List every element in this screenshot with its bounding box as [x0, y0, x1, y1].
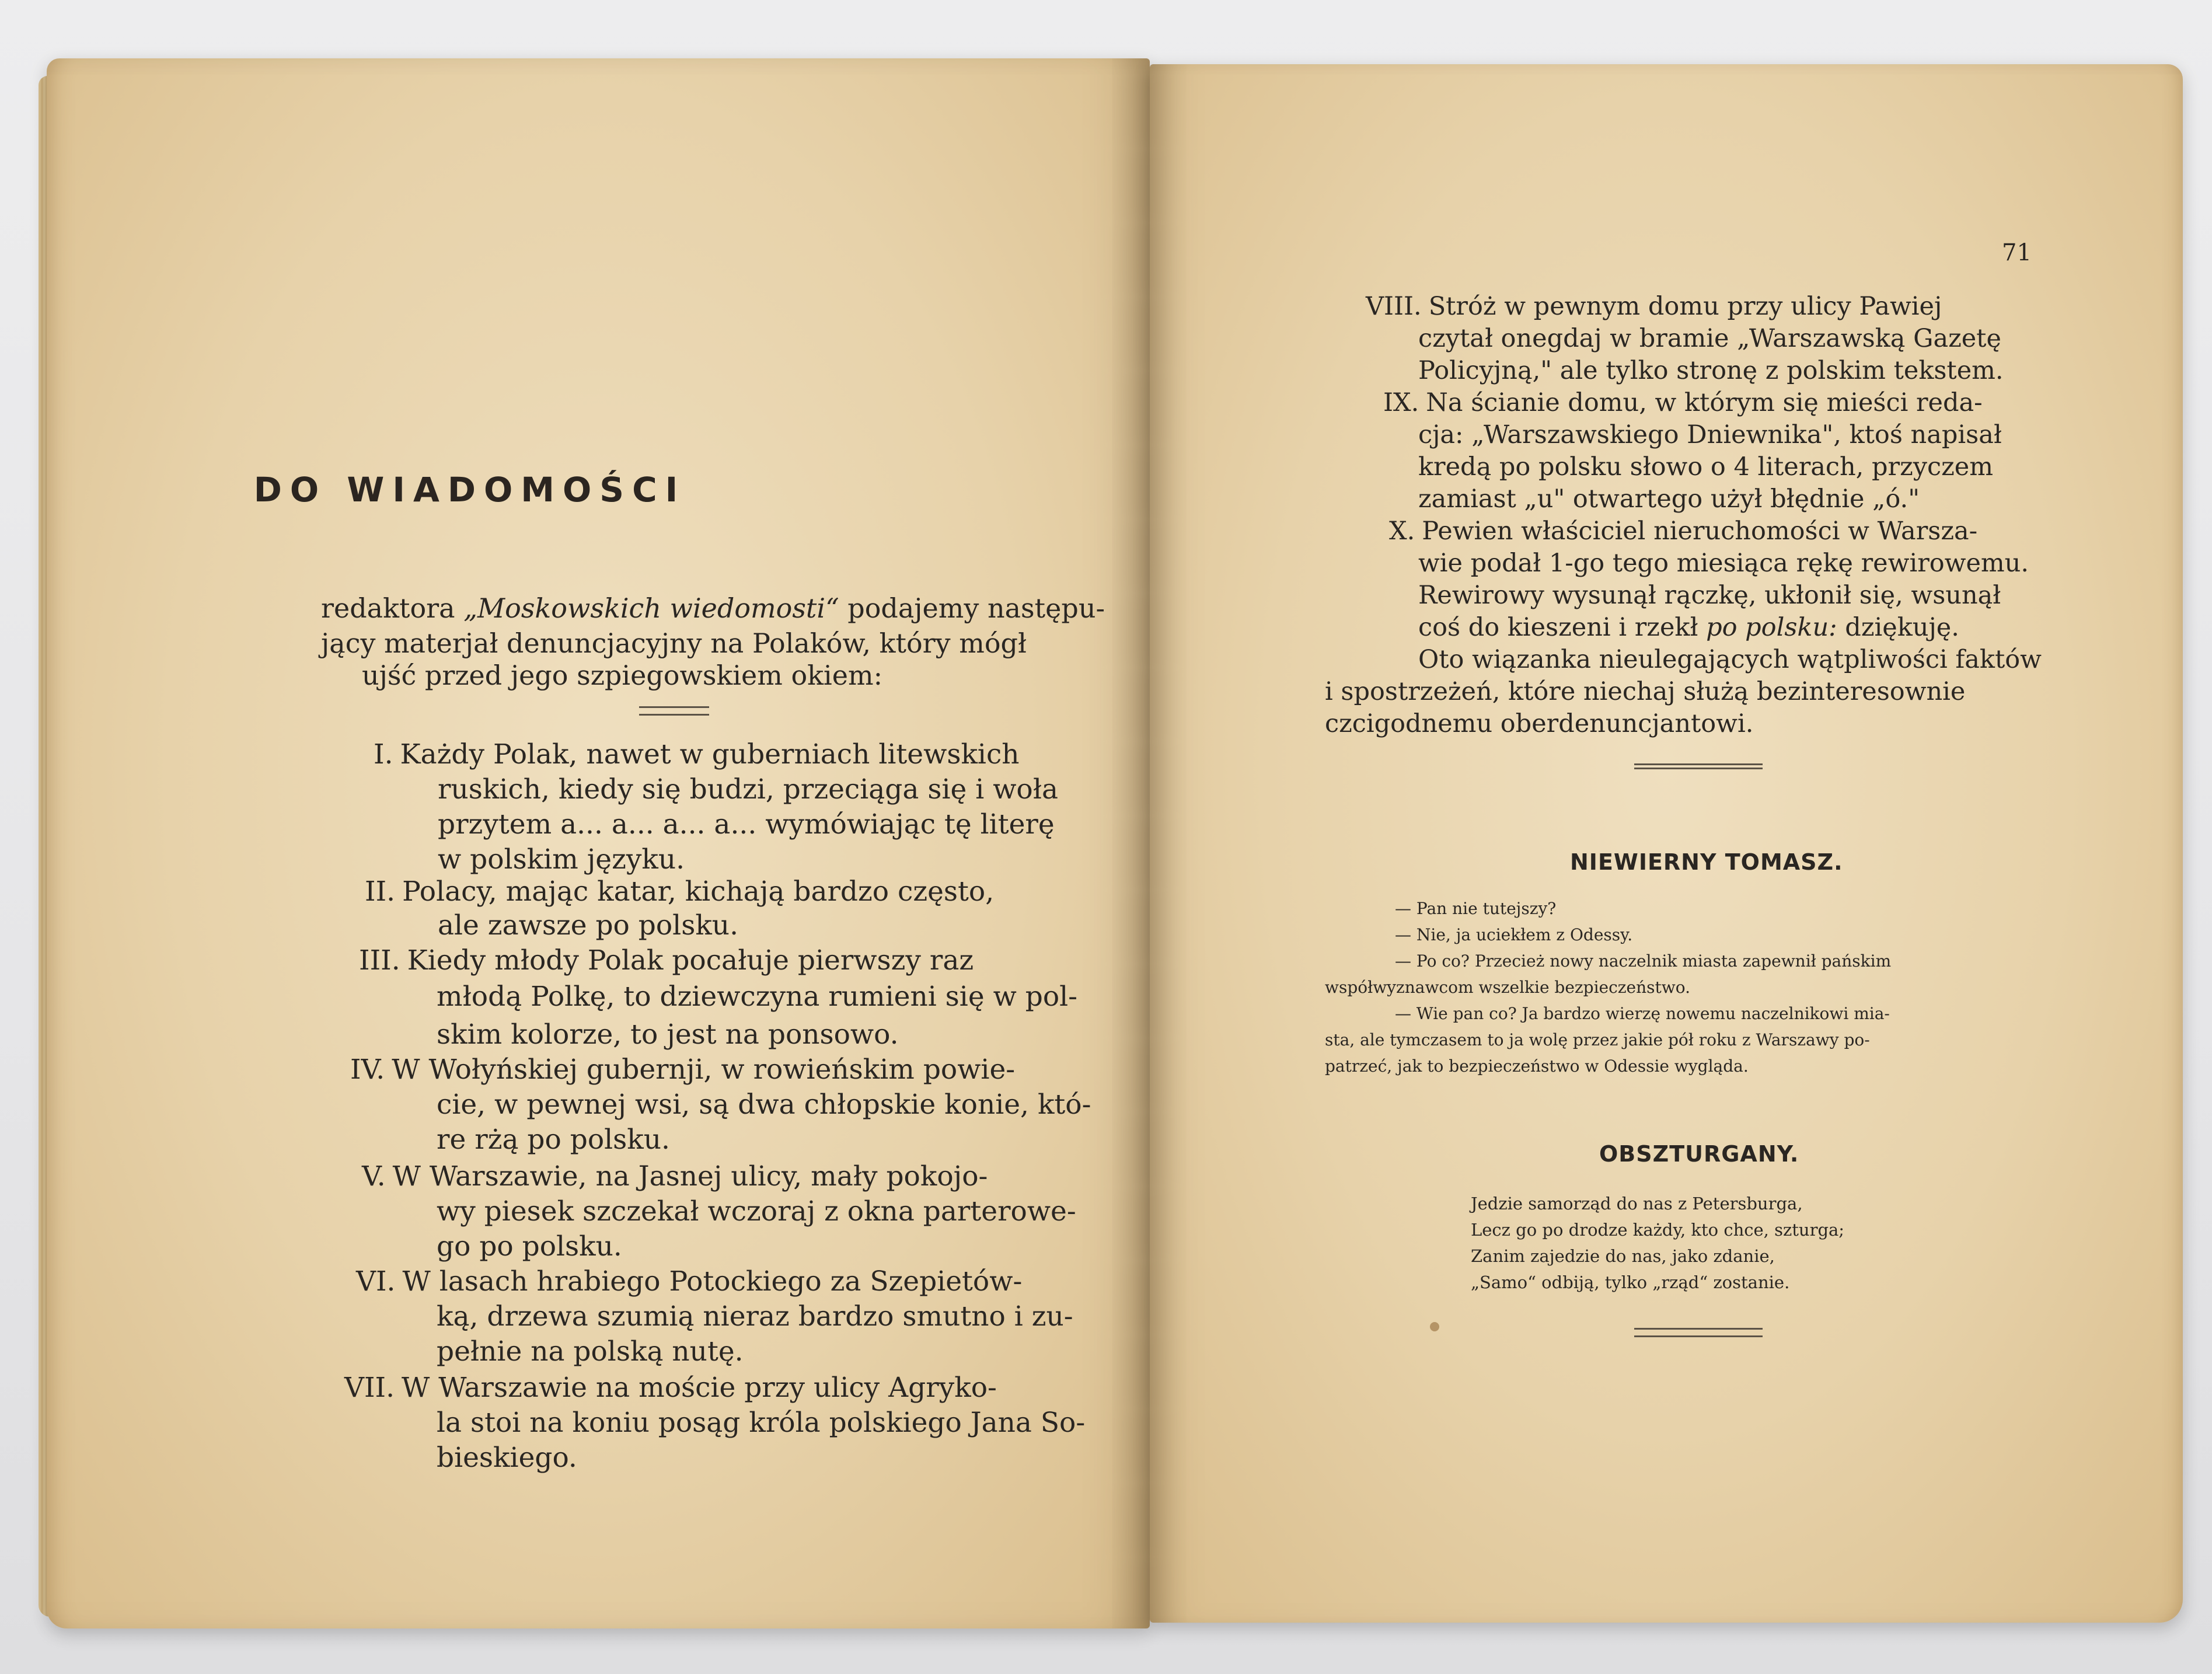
intro-suffix: podajemy następu- — [839, 592, 1105, 624]
item-VII-line-2: la stoi na koniu posąg króla polskiego Jana So- — [437, 1407, 1086, 1439]
item-X-line-4 — [1418, 613, 1959, 642]
item-number: IV. — [350, 1054, 385, 1086]
item-I-line-3: przytem a... a... a... a... wymówiając tę literę — [438, 808, 1055, 841]
item-III-line-2: młodą Polkę, to dziewczyna rumieni się w pol- — [437, 981, 1078, 1013]
item-I-line-4: w polskim języku. — [438, 843, 685, 876]
item-number: III. — [359, 944, 400, 976]
item-VIII-line-1: VIII. Stróż w pewnym domu przy ulicy Pawiej — [1366, 292, 1942, 321]
item-VI-line-3: pełnie na polską nutę. — [437, 1335, 744, 1368]
item-VII-line-3: bieskiego. — [437, 1442, 577, 1474]
poem-line-2: Lecz go po drodze każdy, kto chce, szturga; — [1471, 1220, 1845, 1240]
item-III-line-1: III. Kiedy młody Polak pocałuje pierwszy raz — [359, 944, 974, 976]
item-number: VI. — [356, 1265, 396, 1298]
item-number: I. — [374, 738, 393, 770]
poem-line-4: „Samo“ odbiją, tylko „rząd“ zostanie. — [1471, 1272, 1790, 1292]
item-V-line-3: go po polsku. — [437, 1230, 622, 1263]
poem-line-1: Jedzie samorząd do nas z Petersburga, — [1471, 1194, 1803, 1213]
item-number: II. — [365, 876, 396, 908]
dialogue-line-4: współwyznawcom wszelkie bezpieczeństwo. — [1325, 978, 1691, 997]
item-V-line-2: wy piesek szczekał wczoraj z okna parterowe- — [437, 1195, 1076, 1227]
item-IX-line-3: kredą po polsku słowo o 4 literach, przyczem — [1418, 452, 1993, 482]
item-II-line-1: II. Polacy, mając katar, kichają bardzo często, — [365, 876, 995, 908]
item-number: IX. — [1383, 388, 1419, 417]
newspaper-name: „Moskowskich wiedomosti“ — [463, 592, 839, 624]
dialogue-line-5: — Wie pan co? Ja bardzo wierzę nowemu naczelnikowi mia- — [1395, 1004, 1890, 1023]
item-VI-line-1: VI. W lasach hrabiego Potockiego za Szepietów- — [356, 1265, 1023, 1298]
item-IV-line-1: IV. W Wołyńskiej gubernji, w rowieńskim powie- — [350, 1054, 1016, 1086]
item-I-line-2: ruskich, kiedy się budzi, przeciąga się i woła — [438, 773, 1058, 805]
dialogue-line-7: patrzeć, jak to bezpieczeństwo w Odessie wygląda. — [1325, 1056, 1749, 1076]
item-VIII-line-2: czytał onegdaj w bramie „Warszawską Gazetę — [1418, 324, 2001, 353]
open-book — [47, 58, 2183, 1658]
intro-line-2: jący materjał denuncjacyjny na Polaków, który mógł — [321, 627, 1027, 659]
item-IX-line-2: cja: „Warszawskiego Dniewnika", ktoś napisał — [1418, 420, 2002, 449]
item-IX-line-4: zamiast „u" otwartego użył błędnie „ó." — [1418, 484, 1920, 514]
item-VI-line-2: ką, drzewa szumią nieraz bardzo smutno i zu- — [437, 1300, 1073, 1333]
intro-line-3: ujść przed jego szpiegowskiem okiem: — [362, 660, 883, 691]
item-IV-line-2: cie, w pewnej wsi, są dwa chłopskie konie, któ- — [437, 1089, 1091, 1121]
end-divider — [1634, 1328, 1763, 1337]
intro-prefix: redaktora — [321, 592, 464, 624]
section-title-niewierny: NIEWIERNY TOMASZ. — [1570, 849, 1843, 875]
item-number: V. — [362, 1160, 386, 1192]
dialogue-line-2: — Nie, ja uciekłem z Odessy. — [1395, 925, 1633, 944]
left-page — [47, 58, 1150, 1628]
page-number: 71 — [2002, 239, 2032, 266]
item-I-line-1: I. Każdy Polak, nawet w guberniach litewskich — [374, 738, 1020, 770]
closing-line-2: i spostrzeżeń, które niechaj służą bezinteresownie — [1325, 677, 1966, 706]
section-divider — [639, 706, 709, 716]
item-X-line-4-end: dziękuję. — [1837, 613, 1959, 642]
item-IV-line-3: re rżą po polsku. — [437, 1124, 670, 1156]
dialogue-line-1: — Pan nie tutejszy? — [1395, 899, 1557, 918]
item-V-line-1: V. W Warszawie, na Jasnej ulicy, mały pokojo- — [362, 1160, 988, 1192]
item-X-line-1: X. Pewien właściciel nieruchomości w Warsza- — [1389, 517, 1978, 546]
item-IX-line-1: IX. Na ścianie domu, w którym się mieści reda- — [1383, 388, 1983, 417]
closing-line-1: Oto wiązanka nieulegających wątpliwości faktów — [1418, 645, 2042, 674]
dialogue-line-6: sta, ale tymczasem to ja wolę przez jakie pół roku z Warszawy po- — [1325, 1030, 1870, 1049]
item-number: VII. — [344, 1372, 395, 1404]
emphasis-po-polsku: po polsku: — [1706, 613, 1837, 642]
paper-stain — [1430, 1322, 1439, 1331]
item-III-line-3: skim kolorze, to jest na ponsowo. — [437, 1019, 899, 1051]
intro-line-1 — [321, 592, 1105, 624]
item-X-line-2: wie podał 1-go tego miesiąca rękę rewirowemu. — [1418, 549, 2029, 578]
item-II-line-2: ale zawsze po polsku. — [438, 909, 739, 941]
closing-line-3: czcigodnemu oberdenuncjantowi. — [1325, 709, 1754, 738]
left-page-title: DO WIADOMOŚCI — [253, 470, 686, 510]
item-number: VIII. — [1366, 292, 1422, 321]
section-title-obszturgany: OBSZTURGANY. — [1599, 1141, 1799, 1167]
right-page — [1150, 64, 2183, 1623]
poem-line-3: Zanim zajedzie do nas, jako zdanie, — [1471, 1246, 1775, 1266]
item-VII-line-1: VII. W Warszawie na moście przy ulicy Agryko- — [344, 1372, 997, 1404]
section-divider — [1634, 763, 1763, 769]
dialogue-line-3: — Po co? Przecież nowy naczelnik miasta zapewnił pańskim — [1395, 951, 1892, 971]
item-X-line-3: Rewirowy wysunął rączkę, ukłonił się, wsunął — [1418, 581, 2001, 610]
item-number: X. — [1389, 517, 1415, 546]
item-X-line-4-start: coś do kieszeni i rzekł — [1418, 613, 1707, 642]
item-VIII-line-3: Policyjną," ale tylko stronę z polskim tekstem. — [1418, 356, 2004, 385]
